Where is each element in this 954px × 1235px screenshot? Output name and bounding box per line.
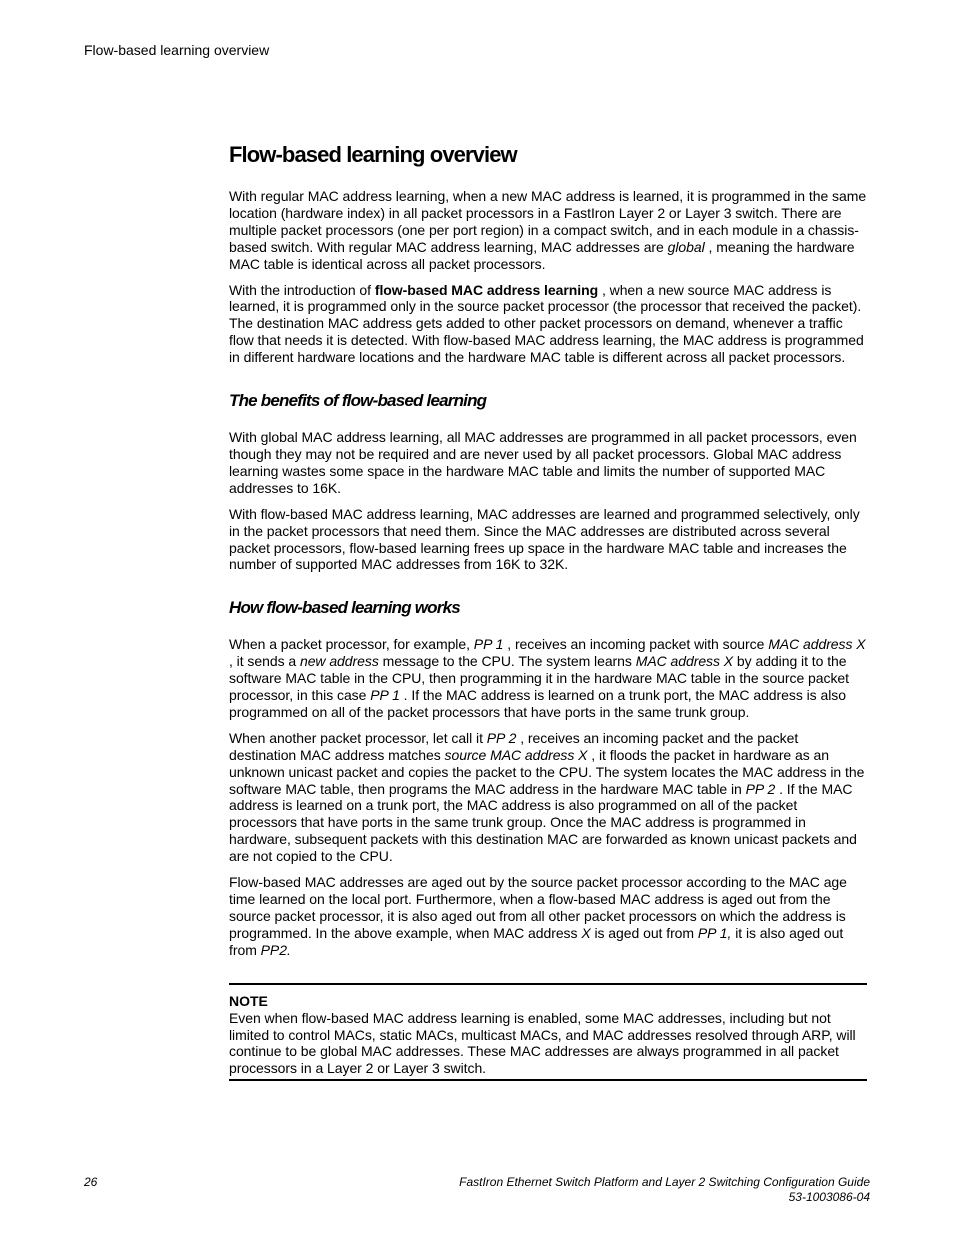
how-paragraph-3: Flow-based MAC addresses are aged out by the source packet processor according to the MAC age time learned on the local port. Furthermore, when a flow-based MAC address is aged out from the source packet processor, it is also aged out from all other packet processors on which the address is programmed. In the above example, when MAC address X is aged out from PP 1, it is also aged out from PP2. (229, 874, 847, 958)
benefits-heading: The benefits of flow-based learning (229, 391, 487, 411)
how-paragraph-1: When a packet processor, for example, PP 1 , receives an incoming packet with source MAC address X , it sends a new address message to the CPU. The system learns MAC address X by adding it to the software MAC table in the CPU, then programming it in the hardware MAC table in the source packet processor, in this case PP 1 . If the MAC address is learned on a trunk port, the MAC address is also programmed on all of the packet processors that have ports in the same trunk group. (229, 636, 866, 720)
intro-paragraph-1: With regular MAC address learning, when a new MAC address is learned, it is programmed in the same location (hardware index) in all packet processors in a FastIron Layer 2 or Layer 3 switch. There are multiple packet processors (one per port region) in a compact switch, and in each module in a chassis-based switch. With regular MAC address learning, MAC addresses are global , meaning the hardware MAC table is identical across all packet processors. (229, 188, 867, 272)
document-number: 53-1003086-04 (788, 1190, 870, 1204)
footer-doc-info (459, 1175, 870, 1205)
page-number: 26 (84, 1175, 98, 1189)
note-box (229, 983, 867, 1082)
main-content (229, 140, 867, 1081)
running-header: Flow-based learning overview (84, 42, 270, 58)
note-text: Even when flow-based MAC address learning is enabled, some MAC addresses, including but not limited to control MACs, static MACs, multicast MACs, and MAC addresses resolved through ARP, will continue to be global MAC addresses. These MAC addresses are always programmed in all packet processors in a Layer 2 or Layer 3 switch. (229, 1009, 856, 1077)
benefits-paragraph-2: With flow-based MAC address learning, MAC addresses are learned and programmed selectively, only in the packet processors that need them. Since the MAC addresses are distributed across several packet processors, flow-based learning frees up space in the hardware MAC table and increases the number of supported MAC addresses from 16K to 32K. (229, 505, 860, 573)
how-paragraph-2: When another packet processor, let call it PP 2 , receives an incoming packet and the packet destination MAC address matches source MAC address X , it floods the packet in hardware as an unknown unicast packet and copies the packet to the CPU. The system locates the MAC address in the software MAC table, then programs the MAC address in the hardware MAC table in PP 2 . If the MAC address is learned on a trunk port, the MAC address is also programmed on all of the packet processors that have ports in the same trunk group. Once the MAC address is programmed in hardware, subsequent packets with this destination MAC are forwarded as known unicast packets and are not copied to the CPU. (229, 729, 865, 865)
how-it-works-heading: How flow-based learning works (229, 598, 460, 618)
page-title: Flow-based learning overview (229, 142, 517, 167)
note-label: NOTE (229, 992, 268, 1009)
intro-paragraph-2: With the introduction of flow-based MAC address learning , when a new source MAC address is learned, it is programmed only in the source packet processor (the processor that received the packet). The destination MAC address gets added to other packet processors on demand, whenever a traffic flow that needs it is detected. With flow-based MAC address learning, the MAC address is programmed in different hardware locations and the hardware MAC table is different across all packet processors. (229, 281, 864, 366)
guide-title: FastIron Ethernet Switch Platform and Layer 2 Switching Configuration Guide (459, 1175, 870, 1189)
benefits-paragraph-1: With global MAC address learning, all MAC addresses are programmed in all packet processors, even though they may not be required and are never used by all packet processors. Global MAC address learning wastes some space in the hardware MAC table and limits the number of supported MAC addresses to 16K. (229, 429, 857, 496)
